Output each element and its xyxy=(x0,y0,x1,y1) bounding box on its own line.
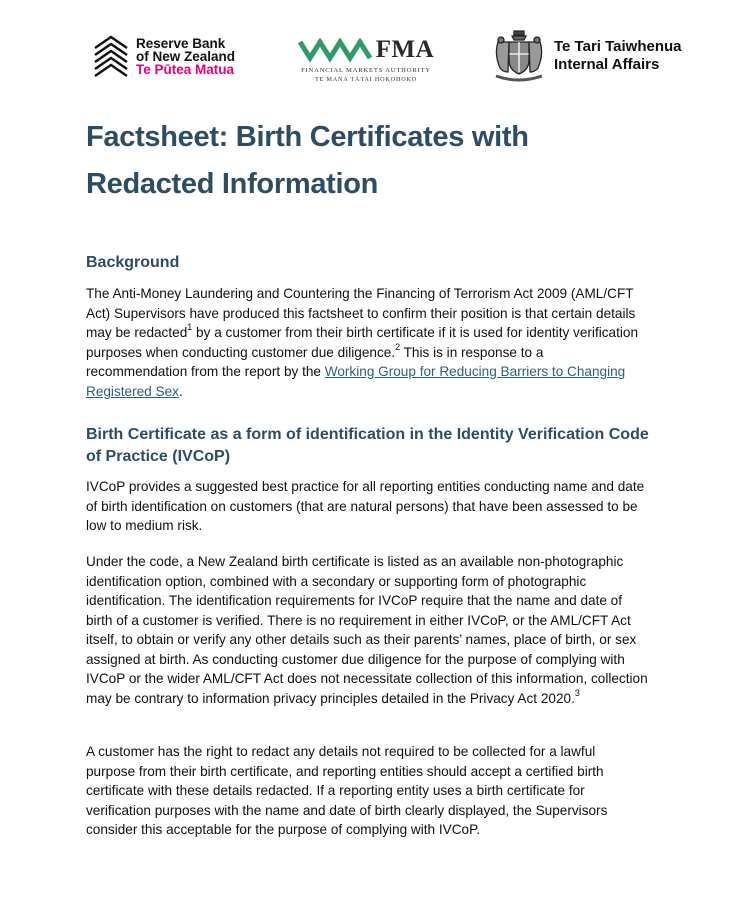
ivcop-paragraph-1: IVCoP provides a suggested best practice for all reporting entities conducting name and date of birth identification on customers (that are natural persons) that have been assessed to be low to medium risk. xyxy=(86,479,645,533)
background-text-b: by a customer from their birth certificate if it is used for identity verification purposes when conducting customer due diligence. xyxy=(86,325,639,360)
fma-subtitle-english: FINANCIAL MARKETS AUTHORITY xyxy=(301,67,431,74)
ivcop-heading: Birth Certificate as a form of identification in the Identity Verification Code of Practice (IVCoP) xyxy=(86,426,649,465)
background-text-d: . xyxy=(178,383,183,399)
background-heading: Background xyxy=(86,254,180,271)
rbnz-line1: Reserve Bank xyxy=(136,35,226,51)
ivcop-paragraph-3: A customer has the right to redact any details not required to be collected for a lawful purpose from their birth certificate, and reporting entities should accept a certified birth certificate with these details redacted. If a reporting entity uses a birth certificate for verification purposes with the name and date of birth clearly displayed, the Supervisors consider this acceptable for the purpose of complying with IVCoP. xyxy=(86,744,608,837)
fma-wave-icon xyxy=(298,38,374,62)
ivcop-paragraph-2 xyxy=(86,552,648,708)
rbnz-chevron-icon xyxy=(92,34,130,78)
background-paragraph xyxy=(86,284,648,401)
fma-logo xyxy=(296,36,436,83)
dia-line2: Internal Affairs xyxy=(554,56,660,73)
page-title xyxy=(86,114,666,208)
title-line1: Factsheet: Birth Certificates with xyxy=(86,121,529,153)
dia-logo-text xyxy=(554,38,682,74)
background-text-a: The Anti-Money Laundering and Countering the Financing of Terrorism Act 2009 (AML/CFT Act) Supervisors have produced this factsheet to confirm their position is that certain details may be redacted xyxy=(86,286,636,340)
rbnz-line3: Te Pūtea Matua xyxy=(136,61,235,77)
dia-line1: Te Tari Taiwhenua xyxy=(554,38,682,55)
rbnz-logo-text xyxy=(136,37,235,76)
dia-logo xyxy=(490,28,682,84)
fma-wordmark: FMA xyxy=(375,36,435,63)
title-line2: Redacted Information xyxy=(86,168,379,200)
ivcop-paragraph-2-text: Under the code, a New Zealand birth certificate is listed as an available non-photographic identification option, combined with a secondary or supporting form of photographic identification. The identification requirements for IVCoP require that the name and date of birth of a customer is verified. There is no requirement in either IVCoP, or the AML/CFT Act itself, to obtain or verify any other details such as their parents’ names, place of birth, or sex assigned at birth. As conducting customer due diligence for the purpose of complying with IVCoP or the wider AML/CFT Act does not necessitate collection of this information, collection may be contrary to information privacy principles detailed in the Privacy Act 2020. xyxy=(86,554,648,706)
working-group-report-link[interactable]: Working Group for Reducing Barriers to Changing Registered Sex xyxy=(86,364,626,399)
coat-of-arms-icon xyxy=(490,28,548,84)
footnote-ref-3[interactable]: 3 xyxy=(574,687,580,698)
fma-subtitle-maori: TE MANA TĀTAI HOKOHOKO xyxy=(314,76,418,83)
footnote-ref-1[interactable]: 1 xyxy=(187,322,193,333)
rbnz-line2: of New Zealand xyxy=(136,48,236,64)
rbnz-logo xyxy=(92,34,235,78)
footnote-ref-2[interactable]: 2 xyxy=(395,341,401,352)
background-text-c: This is in response to a recommendation from the report by the xyxy=(86,344,544,379)
